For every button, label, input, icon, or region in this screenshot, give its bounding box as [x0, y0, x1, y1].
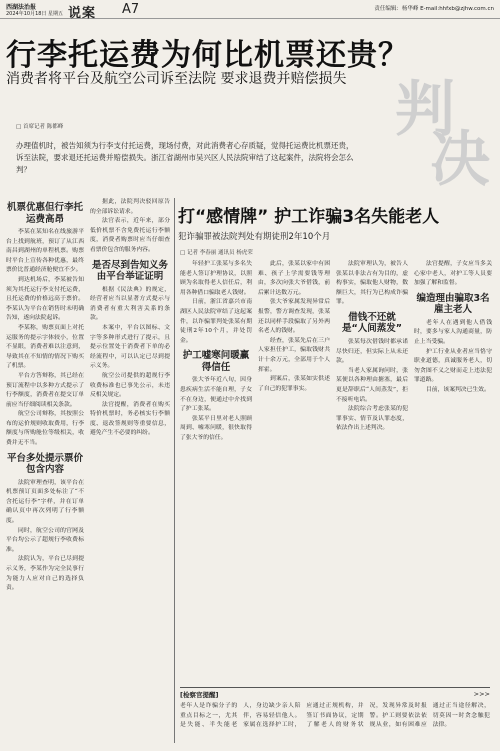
- article-a-column-2: [90, 198, 170, 439]
- paragraph: 目前，该案判决已生效。: [426, 386, 490, 393]
- page-number: A7: [122, 2, 140, 17]
- prosecutor-reminder-box: [180, 687, 490, 744]
- section-heading: 是否尽到告知义务由平台举证证明: [91, 259, 168, 283]
- paragraph: 经查，张某先后在三户人家担任护工，骗取钱财共计十余万元，全部用于个人挥霍。: [258, 337, 330, 373]
- paragraph: 法官表示，近年来，部分低价机票不含免费托运行李额度，消费者购票时应当仔细查看票价包含的服务内容。: [90, 218, 170, 253]
- article-b-subtitle: 犯诈骗罪被法院判处有期徒刑2年10个月: [178, 232, 331, 242]
- paragraph: 老年人在遇到他人借钱时，要多与家人沟通商量，防止上当受骗。: [414, 319, 492, 345]
- paragraph: 航空公司辩称，其按照公布的运价规则收取费用，行李额度与所购舱位等级相关，收费并无不当。: [6, 411, 84, 447]
- paragraph: 当老人家属询问时，张某便以各种理由搪塞，最后更是辞职后“人间蒸发”，拒不接听电话。: [336, 367, 408, 403]
- reminder-label: [检察官提醒]: [180, 691, 219, 699]
- paragraph: 法院审理查明，该平台在机票预订页面多处标注了“不含托运行李”字样，并在订单确认页中再次列明了行李额度。: [6, 479, 84, 525]
- paragraph: 平台方答辩称，其已经在预订流程中以多种方式提示了行李额度，消费者在提交订单前应当仔细阅读相关条款。: [6, 372, 84, 408]
- paragraph: 李某在某知名在线旅游平台上找到航班，预订了从江西南昌到湖州的单程机票。购票时平台上宣传各种优惠，最终票价比普通经济舱便宜不少。: [6, 229, 84, 274]
- paragraph: 法院审理认为，被告人张某以非法占有为目的，虚构事实，骗取他人财物，数额巨大，其行为已构成诈骗罪。: [336, 261, 408, 306]
- section-heading: 编造理由骗取3名雇主老人: [416, 292, 490, 316]
- paragraph: 法院综合考虑张某的犯罪事实、情节及认罪态度，依法作出上述判决。: [336, 406, 408, 432]
- article-b-byline: □ 记者 李春丽 通讯员 杨虎荣: [180, 250, 253, 256]
- article-b-title: 打“感情牌” 护工诈骗3名失能老人: [178, 207, 440, 227]
- paragraph: 张某每次借钱时都承诺尽快归还，但实际上从未还款。: [336, 338, 408, 365]
- section-heading: 借钱不还就是“人间蒸发”: [342, 311, 402, 335]
- section-heading: 护工嘘寒问暖赢得信任: [182, 350, 250, 373]
- paragraph: 本案中，平台以图标、文字等多种形式进行了提示，且提示位置处于消费者下单的必经流程中，可以认定已尽到提示义务。: [90, 324, 170, 370]
- paragraph: 根据《民法典》的规定，经营者应当以显著方式提示与消费者有重大利害关系的条款。: [90, 286, 170, 322]
- byline: □ 首席记者 陈都峰: [16, 124, 64, 130]
- paragraph: 法官提醒，消费者在购买特价机票时，务必核实行李额度、退改签规则等重要信息，避免产生不必要的纠纷。: [90, 401, 170, 437]
- article-b-column-4: [414, 260, 492, 396]
- reminder-text: 老年人是诈骗分子的重点目标之一，尤其是失能、半失能老人，身边缺少亲人陪伴，容易轻信他人。家属在选择护工时，应通过正规机构，并签订书面协议，定期了解老人的财务状况，发现异常及时报警。护工则要依法依规从业，如有困难应通过正当途径解决，切莫因一时贪念触犯法律。: [180, 703, 490, 729]
- lead-paragraph: 办理值机时，被告知须为行李支付托运费，现场付费，对此消费者心存质疑，觉得托运费比机票还贵，诉至法院，要求退还托运费并赔偿损失。浙江省湖州市吴兴区人民法院审结了这起案件，法院将会怎么判？: [16, 141, 354, 174]
- paragraph: 日前，浙江省嘉兴市南湖区人民法院审结了这起案件，以诈骗罪判处张某有期徒刑2年10个月，并处罚金。: [180, 299, 252, 344]
- paragraph: 法院认为，平台已尽到提示义务，李某作为完全民事行为能力人应对自己的选择负责。: [6, 556, 84, 592]
- paragraph: 到达机场后，李某被告知须为其托运行李支付托运费，且托运费的价格远高于票价。李某认为平台在销售时未明确告知，遂向法院起诉。: [6, 276, 84, 322]
- paragraph: 李某称，购票页面上对托运服务的提示字体较小，位置不显眼，消费者难以注意到，导致其在不知情的情况下购买了机票。: [6, 324, 84, 370]
- article-a-column-1: [6, 198, 84, 594]
- article-b-column-1: [180, 260, 252, 444]
- paragraph: 据此，法院判决驳回原告的全部诉讼请求。: [90, 199, 170, 215]
- column-divider: [174, 198, 175, 743]
- page-header: [0, 0, 500, 19]
- paragraph: 此后，张某以家中有困难、孩子上学需要钱等理由，多次向张大爷借钱，前后累计达数万元。: [258, 261, 330, 296]
- paragraph: 航空公司提供的超规行李收费标准也已事先公示，未违反相关规定。: [90, 372, 170, 399]
- paragraph: 护工行业从业者应当恪守职业道德，真诚服务老人，切勿贪图不义之财而走上违法犯罪道路。: [414, 348, 492, 384]
- paragraph: 到案后，张某如实供述了自己的犯罪事实。: [258, 376, 330, 392]
- article-b-column-3: [336, 260, 408, 434]
- paragraph: 法官提醒，子女应当多关心家中老人，对护工等人员要加强了解和监督。: [414, 261, 492, 287]
- editor-contact: 责任编辑：杨华峰 E-mail:hhfxb@zjhw.com.cn: [374, 6, 494, 12]
- paragraph: 张大爷年近八旬，因身患疾病生活不能自理，子女不在身边，便通过中介找到了护工张某。: [180, 377, 252, 413]
- paragraph: 张某平日里对老人照顾周到、嘘寒问暖，很快取得了张大爷的信任。: [180, 415, 252, 441]
- subheadline: 消费者将平台及航空公司诉至法院 要求退费并赔偿损失: [6, 71, 347, 87]
- section-heading: 平台多处提示票价包含内容: [6, 452, 83, 476]
- issue-date: 2024年10月18日 星期五: [6, 11, 64, 17]
- section-heading: 机票优惠但行李托运费高昂: [6, 202, 83, 225]
- headline: 行李托运费为何比机票还贵？: [6, 38, 409, 73]
- decorative-character-1: 判: [395, 75, 455, 145]
- section-name: 说案: [68, 6, 97, 21]
- decorative-character-2: 决: [430, 125, 490, 195]
- paragraph: 张大爷家属发现异常后报警，警方调查发现，张某还以同样手段骗取了另外两名老人的钱财。: [258, 299, 330, 335]
- article-b-column-2: [258, 260, 330, 394]
- continue-marker: >>>: [473, 690, 490, 698]
- article-b-header: [178, 202, 488, 242]
- paragraph: 年轻护工张某与多名失能老人签订护理协议，以照顾为名取得老人信任后，利用各种借口骗取老人钱财。: [180, 261, 252, 296]
- paper-name: 西湖法治报: [6, 4, 37, 11]
- paragraph: 同时，航空公司的官网及平台均公示了超规行李收费标准。: [6, 527, 84, 553]
